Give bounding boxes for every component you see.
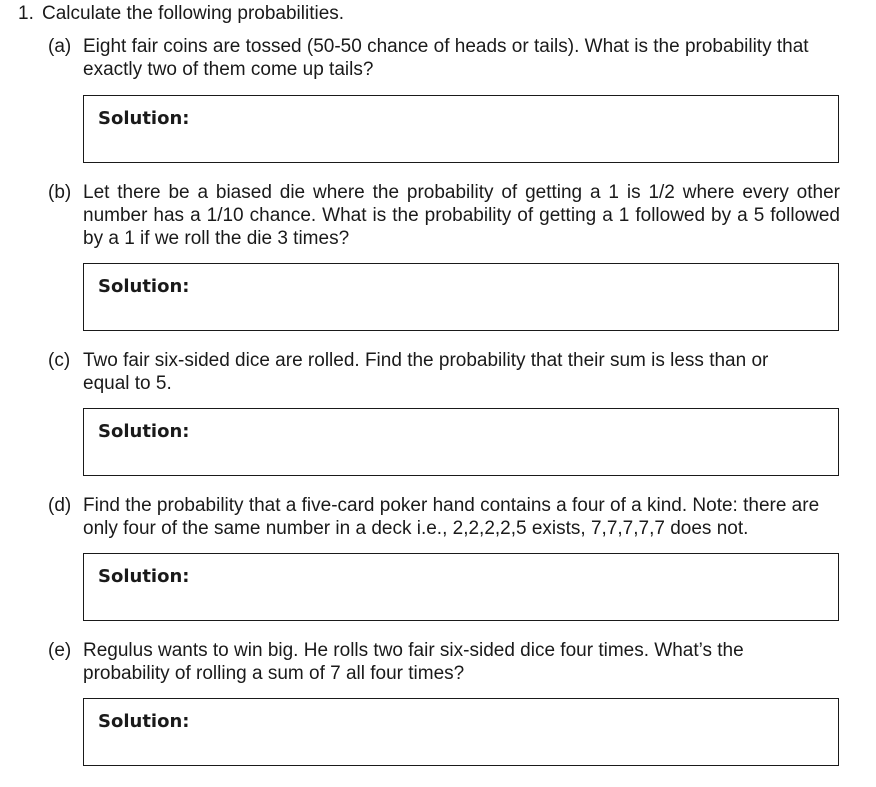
part-label: (b) [48,182,72,203]
question-text: Calculate the following probabilities. [42,3,345,24]
solution-box-b[interactable] [83,263,839,331]
solution-box-a[interactable] [83,95,839,163]
solution-box-d[interactable] [83,553,839,621]
part-question-text: Regulus wants to win big. He rolls two fair six-sided dice four times. What’s the probability of rolling a sum of 7 all four times? [83,640,744,684]
part-label: (a) [48,36,72,57]
solution-box-c[interactable] [83,408,839,476]
part-label: (e) [48,640,72,661]
part-question-text: Two fair six-sided dice are rolled. Find the probability that their sum is less than or equal to 5. [83,350,769,394]
solution-label: Solution: [98,711,190,732]
part-question-text: Eight fair coins are tossed (50-50 chance of heads or tails). What is the probability that exactly two of them come up tails? [83,36,809,80]
part-question-text: Find the probability that a five-card poker hand contains a four of a kind. Note: there are only four of the same number in a deck i.e., 2,2,2,2,5 exists, 7,7,7,7,7 does not. [83,495,820,539]
solution-label: Solution: [98,566,190,587]
solution-box-e[interactable] [83,698,839,766]
part-question-text: Let there be a biased die where the probability of getting a 1 is 1/2 where every other number has a 1/10 chance. What is the probability of getting a 1 followed by a 5 followed by a 1 if we roll the die 3 times? [83,182,840,249]
part-label: (d) [48,495,72,516]
question-number: 1. [18,3,34,24]
solution-label: Solution: [98,276,190,297]
solution-label: Solution: [98,421,190,442]
part-label: (c) [48,350,71,371]
solution-label: Solution: [98,108,190,129]
